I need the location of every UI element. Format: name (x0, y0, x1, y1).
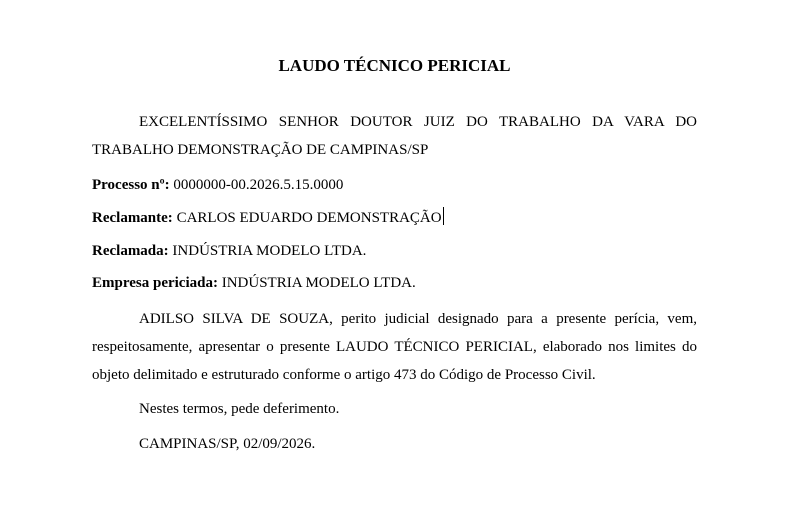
place-date-line: CAMPINAS/SP, 02/09/2026. (139, 436, 316, 452)
field-processo-label: Processo nº: (92, 177, 170, 193)
field-reclamante (92, 207, 697, 228)
field-reclamante-value: CARLOS EDUARDO DEMONSTRAÇÃO (176, 210, 442, 226)
field-reclamada-value: INDÚSTRIA MODELO LTDA. (172, 243, 367, 259)
field-processo-value: 0000000-00.2026.5.15.0000 (173, 177, 344, 193)
closing-line: Nestes termos, pede deferimento. (139, 401, 340, 417)
field-empresa-value: INDÚSTRIA MODELO LTDA. (221, 275, 416, 291)
field-reclamante-label: Reclamante: (92, 210, 173, 226)
addressee-paragraph: EXCELENTÍSSIMO SENHOR DOUTOR JUIZ DO TRABALHO DA VARA DO TRABALHO DEMONSTRAÇÃO DE CAMPINAS/SP (92, 114, 697, 158)
field-empresa (92, 273, 697, 293)
body-paragraph: ADILSO SILVA DE SOUZA, perito judicial designado para a presente perícia, vem, respeitosamente, apresentar o presente LAUDO TÉCNICO PERICIAL, elaborado nos limites do objeto delimitado e estruturado conforme o artigo 473 do Código de Processo Civil. (92, 311, 697, 383)
text-cursor (443, 207, 444, 225)
document-title: LAUDO TÉCNICO PERICIAL (278, 56, 511, 75)
field-processo (92, 175, 697, 195)
field-reclamada (92, 241, 697, 261)
field-reclamada-label: Reclamada: (92, 243, 169, 259)
field-empresa-label: Empresa periciada: (92, 275, 218, 291)
